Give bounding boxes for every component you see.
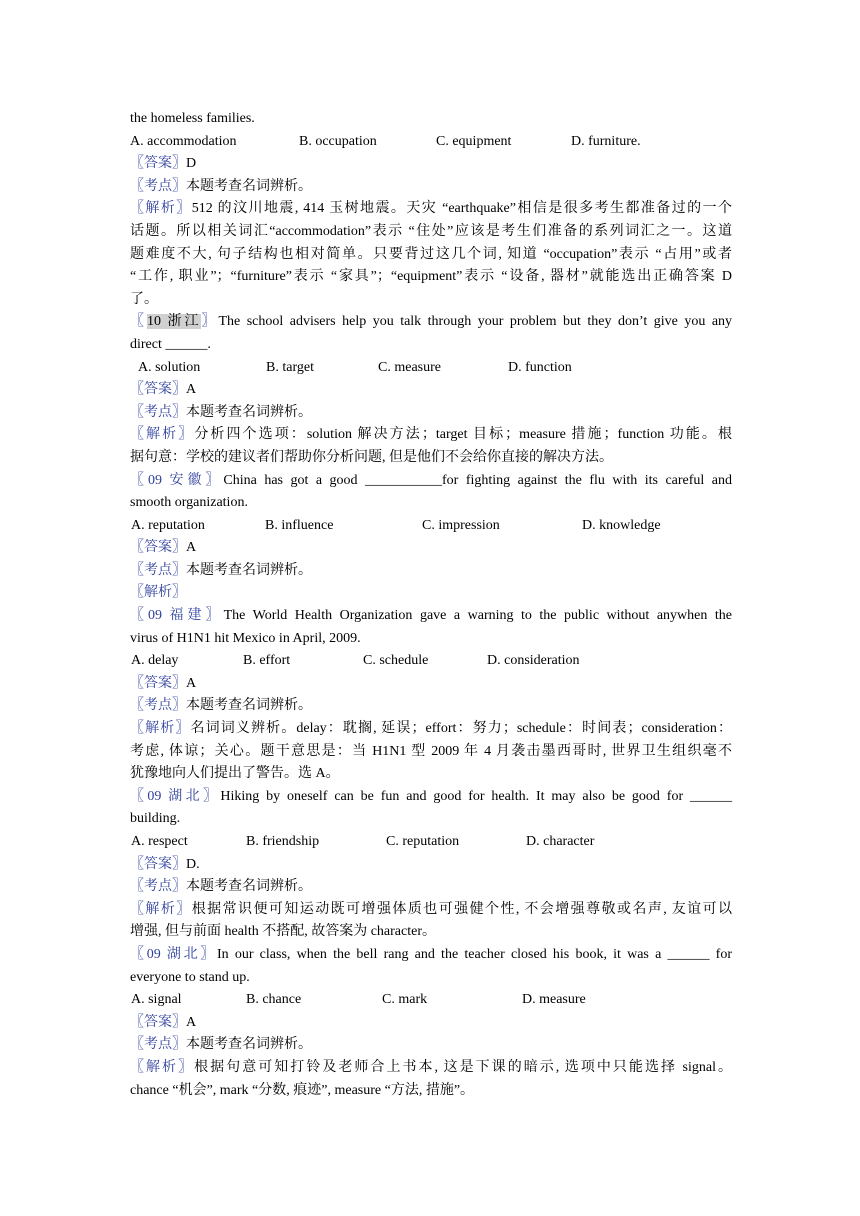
analysis-line: 〖解析〗分析四个选项：solution 解决方法；target 目标；measure 措施；function 功能。根	[130, 427, 733, 443]
option-a: A. delay	[131, 653, 179, 669]
analysis-tag: 〖解析〗	[130, 721, 191, 737]
option-d: D. measure	[522, 992, 586, 1008]
analysis-line: 犹豫地向人们提出了警告。选 A。	[130, 766, 340, 782]
options-row	[130, 831, 732, 854]
source-tag: 〖09 安徽〗	[130, 472, 224, 488]
point-line	[130, 1034, 732, 1057]
question-stem-line: direct ______.	[130, 336, 211, 352]
point-line	[130, 695, 732, 718]
option-d: D. character	[526, 834, 595, 849]
question-stem-line: everyone to stand up.	[130, 969, 250, 985]
document-page	[130, 108, 732, 1102]
options-row	[130, 357, 732, 380]
question-stem-line: 〖09 湖北〗Hiking by oneself can be fun and good for health. It may also be good for ______	[130, 788, 732, 804]
source-tag: 〖09 福建〗	[130, 608, 224, 624]
point-line	[130, 402, 732, 425]
analysis-line: “工作, 职业”；“furniture”表示 “家具”；“equipment”表示 “设备, 器材”就能选出正确答案 D	[130, 269, 732, 285]
source-label: 10 浙江	[147, 314, 202, 330]
point-text: 本题考查名词辨析。	[186, 562, 312, 578]
analysis-line	[130, 582, 732, 605]
option-b: B. influence	[265, 517, 334, 533]
analysis-line: 了。	[130, 291, 158, 307]
options-row	[130, 650, 732, 673]
question-stem-line: 〖10 浙江〗The school advisers help you talk through your problem but they don’t give you any	[130, 314, 733, 330]
source-tag: 〖09 湖北〗	[130, 946, 217, 962]
answer-line	[130, 673, 732, 696]
point-text: 本题考查名词辨析。	[186, 1037, 312, 1053]
option-c: C. equipment	[436, 133, 512, 149]
answer-line	[130, 1012, 732, 1035]
option-a: A. accommodation	[130, 133, 237, 149]
analysis-tag: 〖解析〗	[130, 585, 186, 601]
analysis-line: 考虑, 体谅；关心。题干意思是：当 H1N1 型 2009 年 4 月袭击墨西哥时, 世界卫生组织毫不	[130, 743, 732, 759]
point-line	[130, 876, 732, 899]
answer-tag: 〖答案〗	[130, 382, 186, 398]
point-tag: 〖考点〗	[130, 178, 186, 194]
option-a: A. solution	[138, 359, 201, 375]
answer-tag: 〖答案〗	[130, 156, 186, 172]
question-stem-line: building.	[130, 811, 181, 827]
option-c: C. measure	[378, 359, 441, 375]
question-stem-line: the homeless families.	[130, 111, 255, 126]
point-text: 本题考查名词辨析。	[186, 879, 312, 895]
question-stem-line: smooth organization.	[130, 495, 248, 511]
answer-tag: 〖答案〗	[130, 856, 186, 872]
options-row	[130, 131, 732, 154]
option-c: C. impression	[422, 517, 500, 533]
option-d: D. knowledge	[582, 517, 661, 533]
source-tag: 〖09 湖北〗	[130, 788, 221, 804]
option-b: B. occupation	[299, 133, 377, 149]
answer-value: A	[186, 382, 197, 398]
question-stem-line: 〖09 安徽〗China has got a good ___________for fighting against the flu with its careful and	[130, 472, 733, 488]
source-tag-open: 〖	[130, 314, 147, 330]
options-row	[130, 515, 732, 538]
point-line	[130, 560, 732, 583]
analysis-line: 话题。所以相关词汇“accommodation”表示 “住处”应该是考生们准备的系列词汇之一。这道	[130, 223, 732, 239]
analysis-line: 〖解析〗名词词义辨析。delay：耽搁, 延误；effort：努力；schedule：时间表；consideration：	[130, 721, 732, 737]
question-stem-line: 〖09 福建〗The World Health Organization gave a warning to the public without anywhen the	[130, 608, 732, 624]
point-tag: 〖考点〗	[130, 1037, 186, 1053]
point-text: 本题考查名词辨析。	[186, 178, 312, 194]
point-tag: 〖考点〗	[130, 562, 186, 578]
option-b: B. target	[266, 359, 314, 375]
option-b: B. friendship	[246, 834, 320, 849]
option-a: A. respect	[131, 834, 188, 849]
analysis-line: 题难度不大, 句子结构也相对简单。只要背过这几个词, 知道 “occupation”表示 “占用”或者	[130, 246, 732, 262]
answer-line	[130, 537, 732, 560]
analysis-line: 〖解析〗根据句意可知打铃及老师合上书本, 这是下课的暗示, 选项中只能选择 signal。	[130, 1059, 732, 1075]
option-b: B. effort	[243, 653, 291, 669]
answer-value: A	[186, 540, 197, 556]
analysis-line: 据句意：学校的建议者们帮助你分析问题, 但是他们不会给你直接的解决方法。	[130, 449, 613, 465]
option-d: D. furniture.	[571, 133, 641, 149]
point-line	[130, 176, 732, 199]
answer-tag: 〖答案〗	[130, 1014, 186, 1030]
option-a: A. signal	[131, 992, 182, 1008]
analysis-line: 〖解析〗512 的汶川地震, 414 玉树地震。天灾 “earthquake”相信是很多考生都准备过的一个	[130, 201, 732, 217]
option-c: C. reputation	[386, 834, 460, 849]
question-stem-line: virus of H1N1 hit Mexico in April, 2009.	[130, 630, 361, 646]
analysis-line: 增强, 但与前面 health 不搭配, 故答案为 character。	[130, 924, 436, 940]
point-tag: 〖考点〗	[130, 879, 186, 895]
point-text: 本题考查名词辨析。	[186, 698, 312, 714]
point-tag: 〖考点〗	[130, 698, 186, 714]
analysis-tag: 〖解析〗	[130, 427, 195, 443]
options-row	[130, 989, 732, 1012]
answer-value: D.	[186, 856, 200, 872]
analysis-line: 〖解析〗根据常识便可知运动既可增强体质也可强健个性, 不会增强尊敬或名声, 友谊可以	[130, 901, 733, 917]
option-a: A. reputation	[131, 517, 205, 533]
question-stem-line: 〖09 湖北〗In our class, when the bell rang and the teacher closed his book, it was a ______ for	[130, 946, 732, 962]
answer-tag: 〖答案〗	[130, 675, 186, 691]
option-b: B. chance	[246, 992, 302, 1008]
point-tag: 〖考点〗	[130, 404, 186, 420]
answer-value: D	[186, 156, 197, 172]
analysis-tag: 〖解析〗	[130, 201, 192, 217]
analysis-tag: 〖解析〗	[130, 901, 192, 917]
point-text: 本题考查名词辨析。	[186, 404, 312, 420]
option-c: C. schedule	[363, 653, 429, 669]
analysis-tag: 〖解析〗	[130, 1059, 195, 1075]
answer-line	[130, 153, 732, 176]
option-c: C. mark	[382, 992, 428, 1008]
option-d: D. consideration	[487, 653, 580, 669]
answer-tag: 〖答案〗	[130, 540, 186, 556]
source-tag-close: 〗	[201, 314, 219, 330]
answer-line	[130, 379, 732, 402]
option-d: D. function	[508, 359, 572, 375]
answer-value: A	[186, 1014, 197, 1030]
answer-line	[130, 854, 732, 877]
analysis-line: chance “机会”, mark “分数, 痕迹”, measure “方法, 措施”。	[130, 1082, 475, 1098]
answer-value: A	[186, 675, 197, 691]
